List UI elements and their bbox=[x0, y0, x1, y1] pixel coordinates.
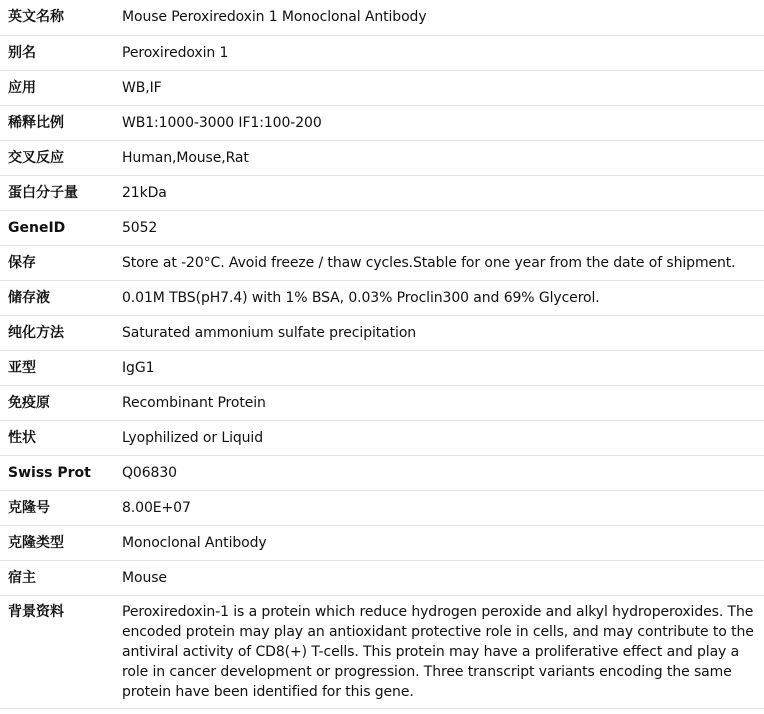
spec-value: Monoclonal Antibody bbox=[120, 525, 764, 560]
spec-key: GeneID bbox=[0, 210, 120, 245]
spec-row-buffer bbox=[0, 280, 764, 315]
spec-key: 克隆类型 bbox=[0, 525, 120, 560]
spec-value: 5052 bbox=[120, 210, 764, 245]
spec-key: 宿主 bbox=[0, 560, 120, 595]
spec-key: 背景资料 bbox=[0, 595, 120, 708]
spec-row-english-name bbox=[0, 0, 764, 35]
spec-value: Lyophilized or Liquid bbox=[120, 420, 764, 455]
spec-value: Q06830 bbox=[120, 455, 764, 490]
spec-value: Human,Mouse,Rat bbox=[120, 140, 764, 175]
spec-value: Recombinant Protein bbox=[120, 385, 764, 420]
spec-row-background bbox=[0, 595, 764, 708]
spec-row-alias bbox=[0, 35, 764, 70]
spec-key: Swiss Prot bbox=[0, 455, 120, 490]
spec-key: 克隆号 bbox=[0, 490, 120, 525]
spec-key: 纯化方法 bbox=[0, 315, 120, 350]
spec-value: Mouse bbox=[120, 560, 764, 595]
spec-row-purification bbox=[0, 315, 764, 350]
spec-value: 21kDa bbox=[120, 175, 764, 210]
spec-row-swiss-prot bbox=[0, 455, 764, 490]
spec-row-isotype bbox=[0, 350, 764, 385]
spec-row-storage bbox=[0, 245, 764, 280]
spec-value: Saturated ammonium sulfate precipitation bbox=[120, 315, 764, 350]
spec-key: 英文名称 bbox=[0, 0, 120, 35]
spec-value: Mouse Peroxiredoxin 1 Monoclonal Antibody bbox=[120, 0, 764, 35]
spec-key: 应用 bbox=[0, 70, 120, 105]
spec-row-application bbox=[0, 70, 764, 105]
spec-row-host bbox=[0, 560, 764, 595]
spec-key: 保存 bbox=[0, 245, 120, 280]
spec-key: 蛋白分子量 bbox=[0, 175, 120, 210]
spec-key: 免疫原 bbox=[0, 385, 120, 420]
spec-value: Peroxiredoxin 1 bbox=[120, 35, 764, 70]
spec-row-clone-number bbox=[0, 490, 764, 525]
spec-key: 稀释比例 bbox=[0, 105, 120, 140]
spec-row-immunogen bbox=[0, 385, 764, 420]
spec-key: 交叉反应 bbox=[0, 140, 120, 175]
spec-row-molecular-weight bbox=[0, 175, 764, 210]
spec-value: 0.01M TBS(pH7.4) with 1% BSA, 0.03% Proclin300 and 69% Glycerol. bbox=[120, 280, 764, 315]
spec-key: 性状 bbox=[0, 420, 120, 455]
spec-row-clonality bbox=[0, 525, 764, 560]
spec-value: 8.00E+07 bbox=[120, 490, 764, 525]
spec-key: 储存液 bbox=[0, 280, 120, 315]
spec-row-dilution bbox=[0, 105, 764, 140]
spec-value: Peroxiredoxin-1 is a protein which reduce hydrogen peroxide and alkyl hydroperoxides. The encoded protein may play an antioxidant protective role in cells, and may contribute to the antiviral activity of CD8(+) T-cells. This protein may have a proliferative effect and play a role in cancer development or progression. Three transcript variants encoding the same protein have been identified for this gene. bbox=[120, 595, 764, 708]
spec-value: IgG1 bbox=[120, 350, 764, 385]
spec-row-gene-id bbox=[0, 210, 764, 245]
spec-key: 亚型 bbox=[0, 350, 120, 385]
spec-value: WB,IF bbox=[120, 70, 764, 105]
spec-row-form bbox=[0, 420, 764, 455]
spec-key: 别名 bbox=[0, 35, 120, 70]
spec-value: Store at -20°C. Avoid freeze / thaw cycles.Stable for one year from the date of shipment. bbox=[120, 245, 764, 280]
spec-row-cross-reactivity bbox=[0, 140, 764, 175]
spec-value: WB1:1000-3000 IF1:100-200 bbox=[120, 105, 764, 140]
